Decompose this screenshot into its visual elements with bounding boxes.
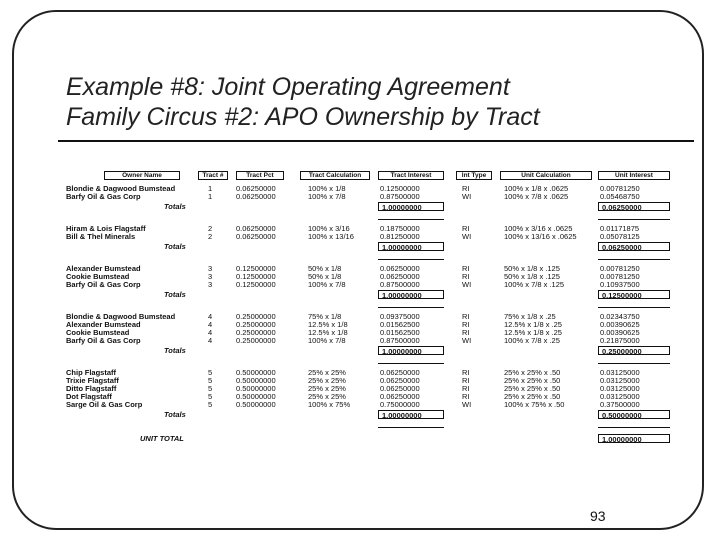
unit-total: 0.25000000 xyxy=(598,346,670,355)
tract-pct: 0.06250000 xyxy=(236,224,276,233)
separator-line xyxy=(378,219,444,220)
unit-interest: 0.10937500 xyxy=(600,280,640,289)
tract-pct: 0.25000000 xyxy=(236,336,276,345)
owner-name: Alexander Bumstead xyxy=(66,320,141,329)
separator-line xyxy=(598,427,670,428)
unit-interest: 0.02343750 xyxy=(600,312,640,321)
tract-pct: 0.25000000 xyxy=(236,320,276,329)
separator-line xyxy=(378,259,444,260)
separator-line xyxy=(378,427,444,428)
table-row xyxy=(64,273,680,281)
int-type: WI xyxy=(462,232,472,241)
tract-number: 3 xyxy=(208,272,213,281)
tract-interest: 0.81250000 xyxy=(380,232,420,241)
separator-line xyxy=(378,363,444,364)
totals-label: Totals xyxy=(164,290,186,299)
tract-pct: 0.06250000 xyxy=(236,192,276,201)
tract-calc: 100% x 7/8 xyxy=(308,280,346,289)
tract-interest: 0.06250000 xyxy=(380,376,420,385)
tract-pct: 0.25000000 xyxy=(236,328,276,337)
group-separator xyxy=(64,357,680,369)
unit-total: 0.06250000 xyxy=(598,242,670,251)
unit-total: 0.12500000 xyxy=(598,290,670,299)
unit-total-label: UNIT TOTAL xyxy=(140,434,184,443)
unit-calc: 100% x 1/8 x .0625 xyxy=(504,184,569,193)
tract-number: 1 xyxy=(208,184,213,193)
tract-number: 4 xyxy=(208,320,213,329)
unit-interest: 0.00781250 xyxy=(600,272,640,281)
separator-line xyxy=(598,259,670,260)
unit-calc: 50% x 1/8 x .125 xyxy=(504,272,560,281)
tract-pct: 0.12500000 xyxy=(236,280,276,289)
owner-name: Ditto Flagstaff xyxy=(66,384,117,393)
int-type: WI xyxy=(462,400,472,409)
unit-interest: 0.37500000 xyxy=(600,400,640,409)
int-type: RI xyxy=(462,184,470,193)
tract-pct: 0.12500000 xyxy=(236,264,276,273)
tract-number: 5 xyxy=(208,384,213,393)
unit-interest: 0.00390625 xyxy=(600,320,640,329)
int-type: RI xyxy=(462,272,470,281)
tract-calc: 25% x 25% xyxy=(308,376,346,385)
owner-name: Blondie & Dagwood Bumstead xyxy=(66,312,176,321)
table-row xyxy=(64,393,680,401)
tract-number: 4 xyxy=(208,328,213,337)
int-type: RI xyxy=(462,368,470,377)
unit-interest: 0.03125000 xyxy=(600,392,640,401)
unit-calc: 100% x 13/16 x .0625 xyxy=(504,232,577,241)
tract-interest: 0.06250000 xyxy=(380,392,420,401)
header-cell: Tract Pct xyxy=(236,171,284,180)
tract-number: 4 xyxy=(208,312,213,321)
table-row xyxy=(64,225,680,233)
table-header xyxy=(64,171,680,181)
tract-pct: 0.50000000 xyxy=(236,384,276,393)
header-cell: Tract Interest xyxy=(378,171,444,180)
unit-interest: 0.05078125 xyxy=(600,232,640,241)
tract-calc: 100% x 7/8 xyxy=(308,336,346,345)
owner-name: Chip Flagstaff xyxy=(66,368,116,377)
int-type: WI xyxy=(462,280,472,289)
tract-total: 1.00000000 xyxy=(378,290,444,299)
totals-label: Totals xyxy=(164,346,186,355)
tract-interest: 0.01562500 xyxy=(380,320,420,329)
unit-total-row xyxy=(64,433,680,445)
unit-calc: 100% x 7/8 x .0625 xyxy=(504,192,569,201)
unit-interest: 0.03125000 xyxy=(600,368,640,377)
group-separator xyxy=(64,421,680,433)
tract-calc: 100% x 13/16 xyxy=(308,232,354,241)
tract-calc: 25% x 25% xyxy=(308,368,346,377)
owner-name: Bill & Thel Minerals xyxy=(66,232,136,241)
tract-pct: 0.50000000 xyxy=(236,376,276,385)
table-row xyxy=(64,265,680,273)
tract-total: 1.00000000 xyxy=(378,410,444,419)
title-line-1: Example #8: Joint Operating Agreement xyxy=(66,73,510,101)
tract-pct: 0.50000000 xyxy=(236,392,276,401)
int-type: RI xyxy=(462,320,470,329)
unit-interest: 0.21875000 xyxy=(600,336,640,345)
table-row xyxy=(64,329,680,337)
owner-name: Blondie & Dagwood Bumstead xyxy=(66,184,176,193)
tract-calc: 50% x 1/8 xyxy=(308,272,342,281)
table-row xyxy=(64,321,680,329)
tract-total: 1.00000000 xyxy=(378,242,444,251)
unit-calc: 100% x 7/8 x .125 xyxy=(504,280,565,289)
owner-name: Dot Flagstaff xyxy=(66,392,112,401)
unit-calc: 100% x 3/16 x .0625 xyxy=(504,224,573,233)
tract-number: 1 xyxy=(208,192,213,201)
tract-calc: 25% x 25% xyxy=(308,392,346,401)
tract-interest: 0.06250000 xyxy=(380,264,420,273)
tract-number: 3 xyxy=(208,264,213,273)
tract-calc: 100% x 3/16 xyxy=(308,224,350,233)
unit-interest: 0.03125000 xyxy=(600,376,640,385)
tract-calc: 100% x 7/8 xyxy=(308,192,346,201)
tract-number: 2 xyxy=(208,224,213,233)
int-type: RI xyxy=(462,224,470,233)
unit-calc: 75% x 1/8 x .25 xyxy=(504,312,556,321)
totals-row xyxy=(64,241,680,253)
owner-name: Cookie Bumstead xyxy=(66,328,130,337)
tract-interest: 0.75000000 xyxy=(380,400,420,409)
table-row xyxy=(64,185,680,193)
totals-row xyxy=(64,409,680,421)
totals-row xyxy=(64,345,680,357)
int-type: WI xyxy=(462,336,472,345)
int-type: RI xyxy=(462,392,470,401)
unit-calc: 25% x 25% x .50 xyxy=(504,376,561,385)
unit-interest: 0.00781250 xyxy=(600,264,640,273)
slide-title xyxy=(66,72,686,132)
unit-interest: 0.05468750 xyxy=(600,192,640,201)
tract-interest: 0.87500000 xyxy=(380,192,420,201)
group-separator xyxy=(64,253,680,265)
unit-calc: 50% x 1/8 x .125 xyxy=(504,264,560,273)
tract-number: 5 xyxy=(208,368,213,377)
unit-calc: 25% x 25% x .50 xyxy=(504,384,561,393)
owner-name: Hiram & Lois Flagstaff xyxy=(66,224,146,233)
table-row xyxy=(64,193,680,201)
tract-interest: 0.01562500 xyxy=(380,328,420,337)
int-type: WI xyxy=(462,192,472,201)
tract-pct: 0.06250000 xyxy=(236,184,276,193)
tract-calc: 50% x 1/8 xyxy=(308,264,342,273)
tract-interest: 0.06250000 xyxy=(380,368,420,377)
header-cell: Int Type xyxy=(456,171,492,180)
tract-pct: 0.50000000 xyxy=(236,368,276,377)
tract-total: 1.00000000 xyxy=(378,202,444,211)
tract-interest: 0.87500000 xyxy=(380,280,420,289)
tract-pct: 0.25000000 xyxy=(236,312,276,321)
tract-number: 5 xyxy=(208,400,213,409)
tract-interest: 0.06250000 xyxy=(380,384,420,393)
tract-number: 3 xyxy=(208,280,213,289)
unit-calc: 100% x 75% x .50 xyxy=(504,400,565,409)
header-cell: Tract Calculation xyxy=(300,171,370,180)
int-type: RI xyxy=(462,264,470,273)
title-line-2: Family Circus #2: APO Ownership by Tract xyxy=(66,103,540,131)
owner-name: Barfy Oil & Gas Corp xyxy=(66,336,141,345)
owner-name: Alexander Bumstead xyxy=(66,264,141,273)
page-number: 93 xyxy=(590,508,606,524)
tract-pct: 0.06250000 xyxy=(236,232,276,241)
tract-interest: 0.87500000 xyxy=(380,336,420,345)
tract-pct: 0.50000000 xyxy=(236,400,276,409)
header-cell: Unit Interest xyxy=(598,171,670,180)
tract-calc: 75% x 1/8 xyxy=(308,312,342,321)
header-cell: Unit Calculation xyxy=(500,171,592,180)
tract-interest: 0.09375000 xyxy=(380,312,420,321)
owner-name: Trixie Flagstaff xyxy=(66,376,119,385)
unit-calc: 25% x 25% x .50 xyxy=(504,368,561,377)
owner-name: Barfy Oil & Gas Corp xyxy=(66,280,141,289)
tract-number: 5 xyxy=(208,392,213,401)
group-separator xyxy=(64,213,680,225)
table-row xyxy=(64,337,680,345)
totals-label: Totals xyxy=(164,410,186,419)
tract-calc: 25% x 25% xyxy=(308,384,346,393)
tract-interest: 0.18750000 xyxy=(380,224,420,233)
separator-line xyxy=(598,363,670,364)
unit-calc: 100% x 7/8 x .25 xyxy=(504,336,560,345)
tract-calc: 12.5% x 1/8 xyxy=(308,320,348,329)
tract-calc: 100% x 75% xyxy=(308,400,351,409)
tract-pct: 0.12500000 xyxy=(236,272,276,281)
table-row xyxy=(64,233,680,241)
unit-total: 0.06250000 xyxy=(598,202,670,211)
tract-calc: 100% x 1/8 xyxy=(308,184,346,193)
unit-calc: 12.5% x 1/8 x .25 xyxy=(504,320,562,329)
int-type: RI xyxy=(462,376,470,385)
tract-number: 2 xyxy=(208,232,213,241)
separator-line xyxy=(598,307,670,308)
tract-interest: 0.06250000 xyxy=(380,272,420,281)
table-row xyxy=(64,385,680,393)
tract-number: 4 xyxy=(208,336,213,345)
totals-label: Totals xyxy=(164,242,186,251)
unit-interest: 0.01171875 xyxy=(600,224,640,233)
header-cell: Tract # xyxy=(198,171,228,180)
unit-interest: 0.03125000 xyxy=(600,384,640,393)
int-type: RI xyxy=(462,384,470,393)
tract-interest: 0.12500000 xyxy=(380,184,420,193)
unit-interest: 0.00781250 xyxy=(600,184,640,193)
header-cell: Owner Name xyxy=(104,171,180,180)
tract-total: 1.00000000 xyxy=(378,346,444,355)
totals-row xyxy=(64,201,680,213)
ownership-table xyxy=(64,171,680,445)
table-row xyxy=(64,369,680,377)
owner-name: Cookie Bumstead xyxy=(66,272,130,281)
title-divider xyxy=(58,140,694,142)
unit-total: 0.50000000 xyxy=(598,410,670,419)
tract-calc: 12.5% x 1/8 xyxy=(308,328,348,337)
separator-line xyxy=(598,219,670,220)
table-row xyxy=(64,377,680,385)
unit-total-value: 1.00000000 xyxy=(598,434,670,443)
table-row xyxy=(64,401,680,409)
table-row xyxy=(64,281,680,289)
totals-row xyxy=(64,289,680,301)
unit-interest: 0.00390625 xyxy=(600,328,640,337)
owner-name: Barfy Oil & Gas Corp xyxy=(66,192,141,201)
totals-label: Totals xyxy=(164,202,186,211)
separator-line xyxy=(378,307,444,308)
unit-calc: 12.5% x 1/8 x .25 xyxy=(504,328,562,337)
unit-calc: 25% x 25% x .50 xyxy=(504,392,561,401)
int-type: RI xyxy=(462,312,470,321)
owner-name: Sarge Oil & Gas Corp xyxy=(66,400,143,409)
table-row xyxy=(64,313,680,321)
tract-number: 5 xyxy=(208,376,213,385)
int-type: RI xyxy=(462,328,470,337)
